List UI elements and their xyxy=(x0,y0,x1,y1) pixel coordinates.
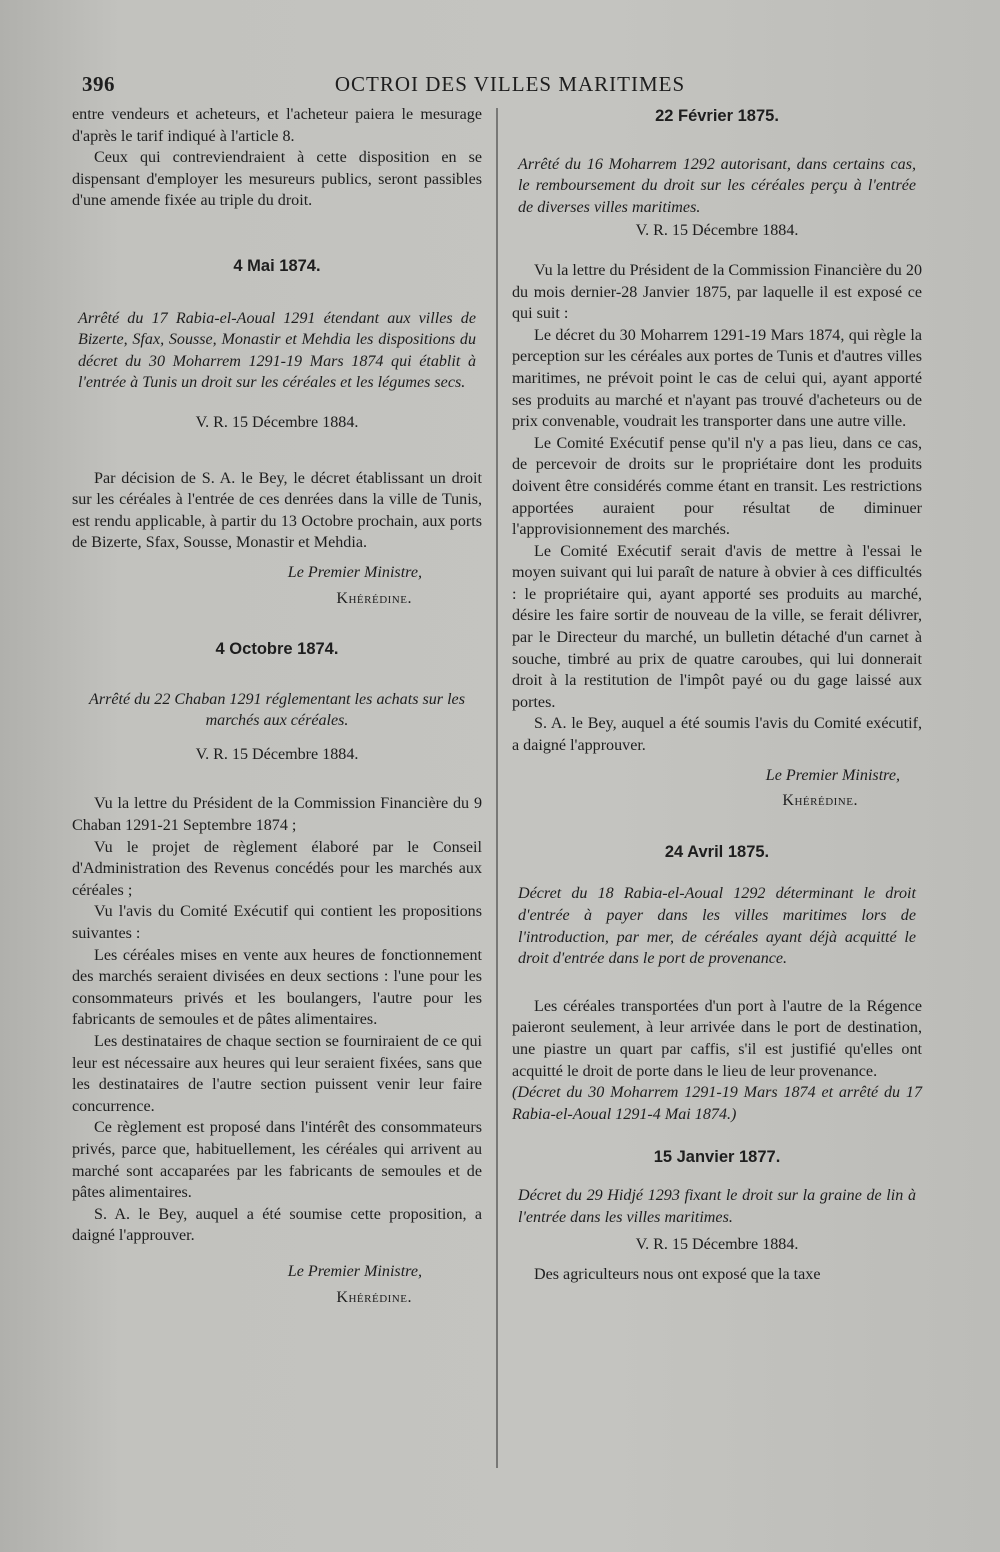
signature-title: Le Premier Ministre, xyxy=(287,563,422,581)
paragraph: Le Comité Exécutif pense qu'il n'y a pas lieu, dans ce cas, de percevoir de droits sur le propriétaire dont les produits doivent être considérés comme étant en transit. Les restrictions apportées auraient pour résultat de diminuer l'approvisionnement des marchés. xyxy=(512,434,922,539)
page-header xyxy=(0,72,1000,104)
signature-title: Le Premier Ministre, xyxy=(287,1262,422,1280)
left-column xyxy=(72,104,482,1308)
paragraph: Par décision de S. A. le Bey, le décret établissant un droit sur les céréales à l'entrée de ces denrées dans la ville de Tunis, est rendu applicable, à partir du 13 Octobre prochain, aux ports de Bizerte, Sfax, Sousse, Monastir et Mehdia. xyxy=(72,469,482,552)
signature-name: Khérédine. xyxy=(336,1288,412,1306)
paragraph: Vu le projet de règlement élaboré par le Conseil d'Administration des Revenus concédés pour les marchés aux céréales ; xyxy=(72,838,482,899)
paragraph: Les céréales mises en vente aux heures de fonctionnement des marchés seraient divisées en deux sections : l'une pour les consommateurs privés et les boulangers, l'autre pour les fabricants de semoules et de pâtes alimentaires. xyxy=(72,946,482,1029)
section-summary: Décret du 29 Hidjé 1293 fixant le droit sur la graine de lin à l'entrée dans les villes maritimes. xyxy=(518,1186,916,1226)
section-date: 24 Avril 1875. xyxy=(664,842,770,861)
signature-name: Khérédine. xyxy=(782,792,858,810)
section-date: 4 Octobre 1874. xyxy=(215,640,339,659)
section-reference: V. R. 15 Décembre 1884. xyxy=(635,222,799,240)
paragraph: S. A. le Bey, auquel a été soumis l'avis du Comité exécutif, a daigné l'approuver. xyxy=(512,715,922,755)
paragraph: S. A. le Bey, auquel a été soumise cette proposition, a daigné l'approuver. xyxy=(72,1205,482,1245)
section-date: 15 Janvier 1877. xyxy=(653,1148,781,1167)
page-number: 396 xyxy=(82,72,115,96)
paragraph: Le Comité Exécutif serait d'avis de mettre à l'essai le moyen suivant qui lui paraît de nature à obvier à ces difficultés : le propriétaire qui, ayant apporté ses produits au marché, désire les faire sortir de nouveau de la ville, se ferait délivrer, par le Directeur du marché, un bulletin détaché d'un carnet à souche, timbré au prix de quatre caroubes, qui lui donnerait droit à la restitution de l'impôt payé ou du gage laissé aux portes. xyxy=(512,542,922,711)
paragraph: Vu l'avis du Comité Exécutif qui contient les propositions suivantes : xyxy=(72,903,482,943)
section-reference: V. R. 15 Décembre 1884. xyxy=(635,1236,799,1254)
section-reference: V. R. 15 Décembre 1884. xyxy=(195,745,359,763)
running-title: OCTROI DES VILLES MARITIMES xyxy=(334,72,686,96)
spacer xyxy=(512,970,922,996)
signature-title: Le Premier Ministre, xyxy=(765,766,900,784)
paragraph: Vu la lettre du Président de la Commission Financière du 20 du mois dernier-28 Janvier 1875, par laquelle il est exposé ce qui suit : xyxy=(512,261,922,323)
section-date: 4 Mai 1874. xyxy=(233,256,321,275)
signature-name: Khérédine. xyxy=(336,589,412,607)
paragraph: Ceux qui contreviendraient à cette disposition en se dispensant d'employer les mesureurs publics, seront passibles d'une amende fixée au triple du droit. xyxy=(72,149,482,210)
section-date: 22 Février 1875. xyxy=(655,107,779,125)
column-divider xyxy=(496,108,498,1468)
citation: (Décret du 30 Moharrem 1291-19 Mars 1874 et arrêté du 17 Rabia-el-Aoual 1291-4 Mai 1874.) xyxy=(512,1084,922,1123)
right-column xyxy=(512,104,922,1285)
paragraph: Les destinataires de chaque section se fourniraient de ce qui leur est nécessaire aux heures qui leur seraient fixées, sans que les destinataires de l'autre section puissent venir leur faire concurrence. xyxy=(72,1033,482,1115)
paragraph: Les céréales transportées d'un port à l'autre de la Régence paieront seulement, à leur arrivée dans le port de destination, une piastre un quart par caffis, s'il est justifié qu'elles ont acquitté le droit de porte dans le lieu de leur provenance. xyxy=(512,997,922,1080)
section-summary: Arrêté du 17 Rabia-el-Aoual 1291 étendant aux villes de Bizerte, Sfax, Sousse, Monastir et Mehdia les dispositions du décret du 30 Moharrem 1291-19 Mars 1874 qui établit à l'entrée à Tunis un droit sur les céréales et les légumes secs. xyxy=(78,309,476,392)
paragraph: Des agriculteurs nous ont exposé que la taxe xyxy=(534,1265,821,1283)
section-summary: Arrêté du 16 Moharrem 1292 autorisant, dans certains cas, le remboursement du droit sur les céréales perçu à l'entrée de diverses villes maritimes. xyxy=(518,155,916,216)
section-reference: V. R. 15 Décembre 1884. xyxy=(195,413,359,431)
section-summary: Arrêté du 22 Chaban 1291 réglementant les achats sur les marchés aux céréales. xyxy=(89,690,465,730)
paragraph: Le décret du 30 Moharrem 1291-19 Mars 1874, qui règle la perception sur les céréales aux portes de Tunis et d'autres villes maritimes, ne prévoit point le cas de celui qui, ayant apporté ses produits au marché et n'ayant pas trouvé d'acheteurs ou de prix convenable, voudrait les transporter dans une autre ville. xyxy=(512,326,922,431)
section-summary: Décret du 18 Rabia-el-Aoual 1292 déterminant le droit d'entrée à payer dans les villes maritimes lors de l'introduction, par mer, de céréales ayant déjà acquitté le droit d'entrée dans le port de provenance. xyxy=(518,885,916,968)
paragraph: Ce règlement est proposé dans l'intérêt des consommateurs privés, parce que, habituellement, les céréales qui arrivent au marché sont accaparées par les fabricants de semoules et de pâtes alimentaires. xyxy=(72,1119,482,1202)
paragraph: Vu la lettre du Président de la Commission Financière du 9 Chaban 1291-21 Septembre 1874 ; xyxy=(72,795,482,835)
paragraph: entre vendeurs et acheteurs, et l'acheteur paiera le mesurage d'après le tarif indiqué à l'article 8. xyxy=(72,106,482,145)
